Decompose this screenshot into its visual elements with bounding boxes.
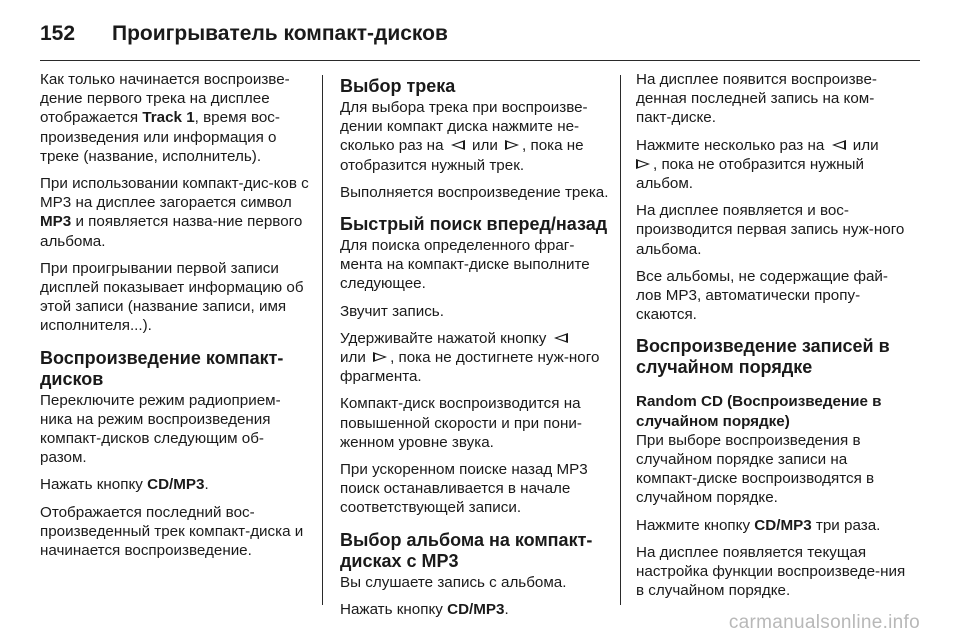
seek-back-icon — [832, 140, 846, 150]
header-rule — [40, 60, 920, 61]
paragraph: Выполняется воспроизведение трека. — [340, 183, 609, 201]
text: , время вос-произведения или информация о треке (название, исполнитель). — [40, 109, 280, 165]
column-2 — [340, 70, 610, 627]
text: Как только начинается воспроизве-дение первого трека на дисплее отображается — [40, 71, 290, 127]
column-divider-1 — [322, 75, 323, 605]
seek-forward-icon — [636, 159, 650, 169]
text: . — [204, 476, 209, 494]
column-divider-2 — [620, 75, 621, 605]
paragraph: При выборе воспроизведения в случайном порядке записи на компакт-диске воспроизводятся в случайном порядке. — [636, 431, 875, 507]
section-heading-album-select: Выбор альбома на компакт-дисках с MP3 — [340, 529, 593, 571]
display-label-mp3: MP3 — [40, 213, 72, 231]
text: или — [467, 137, 503, 155]
text: , пока не отобразится нужный альбом. — [636, 155, 864, 193]
text: Нажмите несколько раз на — [636, 136, 829, 154]
button-name-cd-mp3: CD/MP3 — [147, 476, 205, 494]
paragraph — [636, 516, 906, 535]
text: Для выбора трека при воспроизве-дении компакт диска нажмите не-сколько раз на — [340, 99, 588, 155]
watermark: carmanualsonline.info — [728, 612, 920, 633]
display-label-track: Track 1 — [142, 109, 195, 127]
page-header — [40, 22, 448, 46]
paragraph — [636, 136, 906, 194]
paragraph: Отображается последний вос-произведенный трек компакт-диска и начинается воспроизведение. — [40, 503, 304, 560]
seek-forward-icon — [505, 140, 519, 150]
text: . — [504, 600, 509, 618]
paragraph — [340, 98, 610, 175]
paragraph — [40, 70, 310, 166]
seek-forward-icon — [373, 352, 387, 362]
page-number: 152 — [40, 22, 76, 45]
text: Нажмите кнопку — [636, 516, 755, 534]
paragraph: При проигрывании первой записи дисплей показывает информацию об этой записи (название записи, имя исполнителя...). — [40, 259, 304, 335]
paragraph: Вы слушаете запись с альбома. — [340, 573, 567, 591]
text: и появляется назва-ние первого альбома. — [40, 213, 303, 250]
section-heading-random-playback: Воспроизведение записей в случайном порядке — [636, 336, 890, 378]
paragraph: Звучит запись. — [340, 302, 444, 320]
text: Нажать кнопку — [340, 600, 448, 618]
text: Удерживайте нажатой кнопку — [340, 329, 551, 347]
text: три раза. — [811, 516, 881, 534]
paragraph: Переключите режим радиоприем-ника на режим воспроизведения компакт-дисков следующим об-разом. — [40, 391, 281, 467]
paragraph — [40, 475, 310, 494]
text: или — [848, 136, 879, 154]
button-name-cd-mp3: CD/MP3 — [447, 600, 505, 618]
column-1 — [40, 70, 310, 568]
paragraph: Для поиска определенного фраг-мента на компакт-диске выполните следующее. — [340, 237, 590, 293]
paragraph — [40, 174, 310, 251]
paragraph: При ускоренном поиске назад MP3 поиск останавливается в начале соответствующей записи. — [340, 461, 588, 517]
column-3 — [636, 70, 906, 608]
paragraph: На дисплее появляется и вос-производится первая запись нуж-ного альбома. — [636, 202, 905, 258]
text: или — [340, 349, 371, 367]
seek-back-icon — [451, 140, 465, 150]
paragraph: На дисплее появится воспроизве-денная последней запись на ком-пакт-диске. — [636, 71, 877, 127]
subsection-heading-random-cd: Random CD (Воспроизведение в случайном порядке) — [636, 393, 882, 430]
text: , пока не достигнете нуж-ного фрагмента. — [340, 349, 600, 386]
section-heading-cd-playback: Воспроизведение компакт-дисков — [40, 347, 284, 389]
text: При использовании компакт-дис-ков с MP3 на дисплее загорается символ — [40, 175, 309, 212]
text: , пока не отобразится нужный трек. — [340, 137, 584, 174]
paragraph — [340, 329, 610, 387]
seek-back-icon — [554, 333, 568, 343]
paragraph: Компакт-диск воспроизводится на повышенной скорости и при пони-женном уровне звука. — [340, 395, 582, 451]
section-heading-track-select: Выбор трека — [340, 76, 456, 96]
paragraph — [340, 600, 610, 619]
paragraph: На дисплее появляется текущая настройка функции воспроизведе-ния в случайном порядке. — [636, 543, 906, 600]
button-name-cd-mp3: CD/MP3 — [754, 516, 812, 534]
text: Нажать кнопку — [40, 476, 148, 494]
page-title: Проигрыватель компакт-дисков — [112, 22, 448, 45]
section-heading-fast-search: Быстрый поиск вперед/назад — [340, 214, 608, 235]
paragraph: Все альбомы, не содержащие фай-лов MP3, автоматически пропу-скаются. — [636, 267, 888, 324]
